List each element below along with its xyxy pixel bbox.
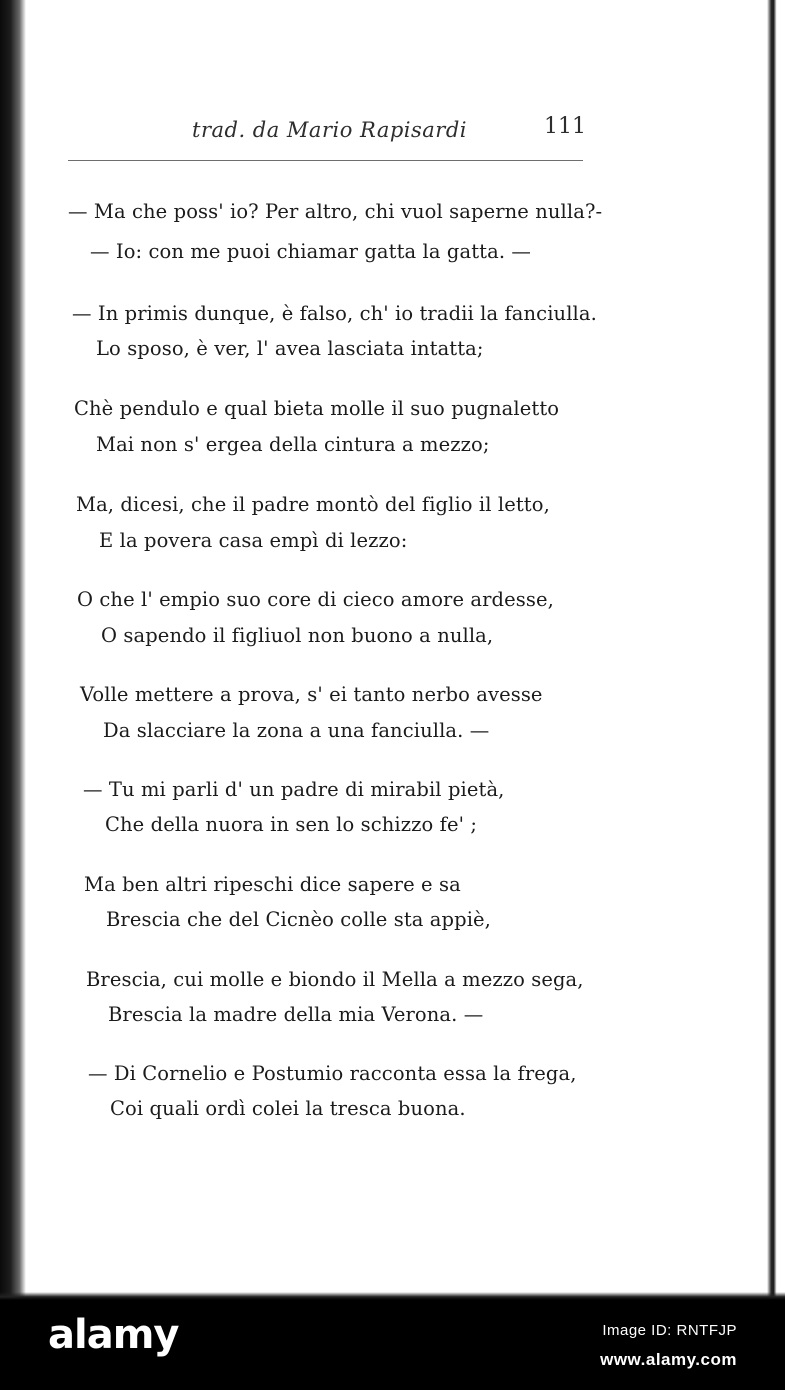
poem-line: Brescia la madre della mia Verona. — — [108, 1003, 484, 1026]
poem-line: Lo sposo, è ver, l' avea lasciata intatta; — [96, 337, 484, 360]
alamy-logo: alamy — [48, 1312, 179, 1358]
poem-line: Ma ben altri ripeschi dice sapere e sa — [84, 873, 461, 896]
poem-line: — In primis dunque, è falso, ch' io tradii la fanciulla. — [72, 302, 597, 325]
poem-line: E la povera casa empì di lezzo: — [99, 529, 408, 552]
poem-line: Da slacciare la zona a una fanciulla. — — [103, 719, 490, 742]
running-head: trad. da Mario Rapisardi — [192, 118, 467, 142]
page-number: 111 — [544, 114, 586, 139]
poem-line: Chè pendulo e qual bieta molle il suo pugnaletto — [74, 397, 560, 420]
poem-line: Brescia, cui molle e biondo il Mella a mezzo sega, — [86, 968, 584, 991]
poem-line: — Io: con me puoi chiamar gatta la gatta. — — [90, 240, 532, 263]
poem-line: O sapendo il figliuol non buono a nulla, — [101, 624, 494, 647]
poem-line: Volle mettere a prova, s' ei tanto nerbo avesse — [80, 683, 543, 706]
poem-line: Mai non s' ergea della cintura a mezzo; — [96, 433, 490, 456]
poem-line: — Di Cornelio e Postumio racconta essa la frega, — [88, 1062, 577, 1085]
poem-line: Brescia che del Cicnèo colle sta appiè, — [106, 908, 491, 931]
poem-line: — Ma che poss' io? Per altro, chi vuol saperne nulla?- — [68, 200, 603, 223]
site-url: www.alamy.com — [600, 1350, 737, 1369]
poem-line: — Tu mi parli d' un padre di mirabil pietà, — [83, 778, 505, 801]
poem-line: Coi quali ordì colei la tresca buona. — [110, 1097, 466, 1120]
poem-line: Ma, dicesi, che il padre montò del figlio il letto, — [76, 493, 550, 516]
poem-line: O che l' empio suo core di cieco amore ardesse, — [77, 588, 554, 611]
image-id-label: Image ID: RNTFJP — [602, 1322, 737, 1339]
watermark-bar — [0, 1300, 785, 1390]
poem-line: Che della nuora in sen lo schizzo fe' ; — [105, 813, 478, 836]
